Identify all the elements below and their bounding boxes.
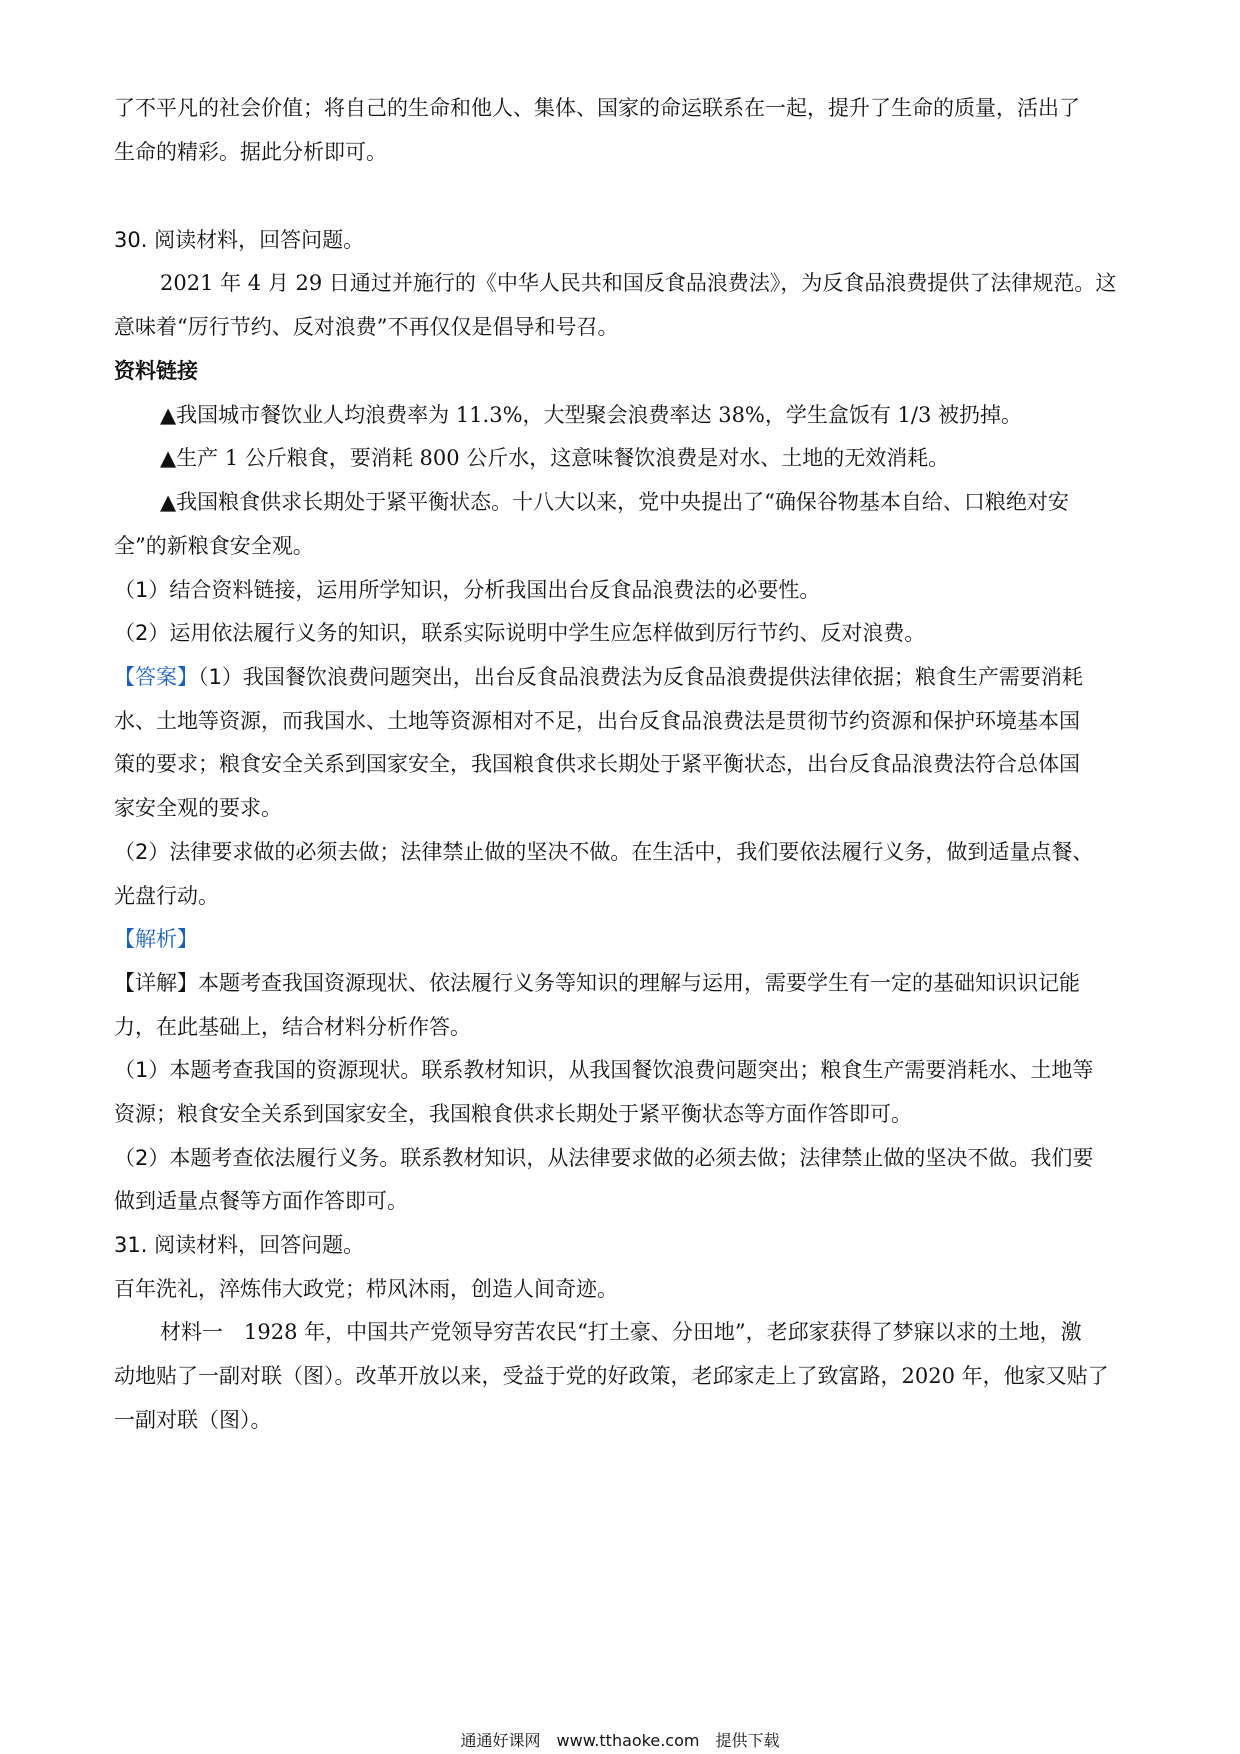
analysis-tag: 【解析】 xyxy=(114,927,198,951)
resource-link-heading: 资料链接 xyxy=(114,359,198,383)
answer-text: （1）我国餐饮浪费问题突出，出台反食品浪费法为反食品浪费提供法律依据；粮食生产需要消耗 xyxy=(198,665,1083,689)
answer-text: 策的要求；粮食安全关系到国家安全，我国粮食供求长期处于紧平衡状态，出台反食品浪费法符合总体国 xyxy=(114,752,1080,776)
text-line: 了不平凡的社会价值；将自己的生命和他人、集体、国家的命运联系在一起，提升了生命的质量，活出了 xyxy=(114,96,1080,120)
question-31-heading: 31. 阅读材料，回答问题。 xyxy=(114,1233,365,1257)
answer-text: 水、土地等资源，而我国水、土地等资源相对不足，出台反食品浪费法是贯彻节约资源和保护环境基本国 xyxy=(114,709,1080,733)
explanation-text: （1）本题考查我国的资源现状。联系教材知识，从我国餐饮浪费问题突出；粮食生产需要消耗水、土地等 xyxy=(114,1058,1094,1082)
answer-line xyxy=(114,663,1134,691)
answer-text: 家安全观的要求。 xyxy=(114,796,282,820)
question-30-heading: 30. 阅读材料，回答问题。 xyxy=(114,228,365,252)
answer-text: 光盘行动。 xyxy=(114,884,219,908)
material-text: 意味着“厉行节约、反对浪费”不再仅仅是倡导和号召。 xyxy=(114,315,619,339)
explanation-text: 资源；粮食安全关系到国家安全，我国粮食供求长期处于紧平衡状态等方面作答即可。 xyxy=(114,1102,912,1126)
material-text: 2021 年 4 月 29 日通过并施行的《中华人民共和国反食品浪费法》，为反食品浪费提供了法律规范。这 xyxy=(160,271,1117,295)
question-31-intro: 百年洗礼，淬炼伟大政党；栉风沐雨，创造人间奇迹。 xyxy=(114,1277,618,1301)
sub-question: （2）运用依法履行义务的知识，联系实际说明中学生应怎样做到厉行节约、反对浪费。 xyxy=(114,621,926,645)
answer-text: （2）法律要求做的必须去做；法律禁止做的坚决不做。在生活中，我们要依法履行义务，做到适量点餐、 xyxy=(114,840,1094,864)
material-text: 动地贴了一副对联（图）。改革开放以来，受益于党的好政策，老邱家走上了致富路，2020 年，他家又贴了 xyxy=(114,1364,1109,1388)
answer-tag: 【答案】 xyxy=(114,665,198,689)
resource-item: 全”的新粮食安全观。 xyxy=(114,534,314,558)
text-line: 生命的精彩。据此分析即可。 xyxy=(114,140,387,164)
resource-item: ▲我国粮食供求长期处于紧平衡状态。十八大以来，党中央提出了“确保谷物基本自给、口粮绝对安 xyxy=(160,490,1069,514)
resource-item: ▲我国城市餐饮业人均浪费率为 11.3%，大型聚会浪费率达 38%，学生盒饭有 1/3 被扔掉。 xyxy=(160,403,1023,427)
explanation-text: （2）本题考查依法履行义务。联系教材知识，从法律要求做的必须去做；法律禁止做的坚决不做。我们要 xyxy=(114,1146,1094,1170)
resource-item: ▲生产 1 公斤粮食，要消耗 800 公斤水，这意味餐饮浪费是对水、土地的无效消耗。 xyxy=(160,446,950,470)
explanation-text: 力，在此基础上，结合材料分析作答。 xyxy=(114,1015,471,1039)
page-footer: 通通好课网 www.tthaoke.com 提供下载 xyxy=(460,1731,780,1750)
material-text: 材料一 1928 年，中国共产党领导穷苦农民“打土豪、分田地”，老邱家获得了梦寐以求的土地，激 xyxy=(160,1320,1082,1344)
explanation-text: 【详解】本题考查我国资源现状、依法履行义务等知识的理解与运用，需要学生有一定的基础知识识记能 xyxy=(114,971,1080,995)
explanation-text: 做到适量点餐等方面作答即可。 xyxy=(114,1189,408,1213)
sub-question: （1）结合资料链接，运用所学知识，分析我国出台反食品浪费法的必要性。 xyxy=(114,578,821,602)
material-text: 一副对联（图）。 xyxy=(114,1408,272,1432)
